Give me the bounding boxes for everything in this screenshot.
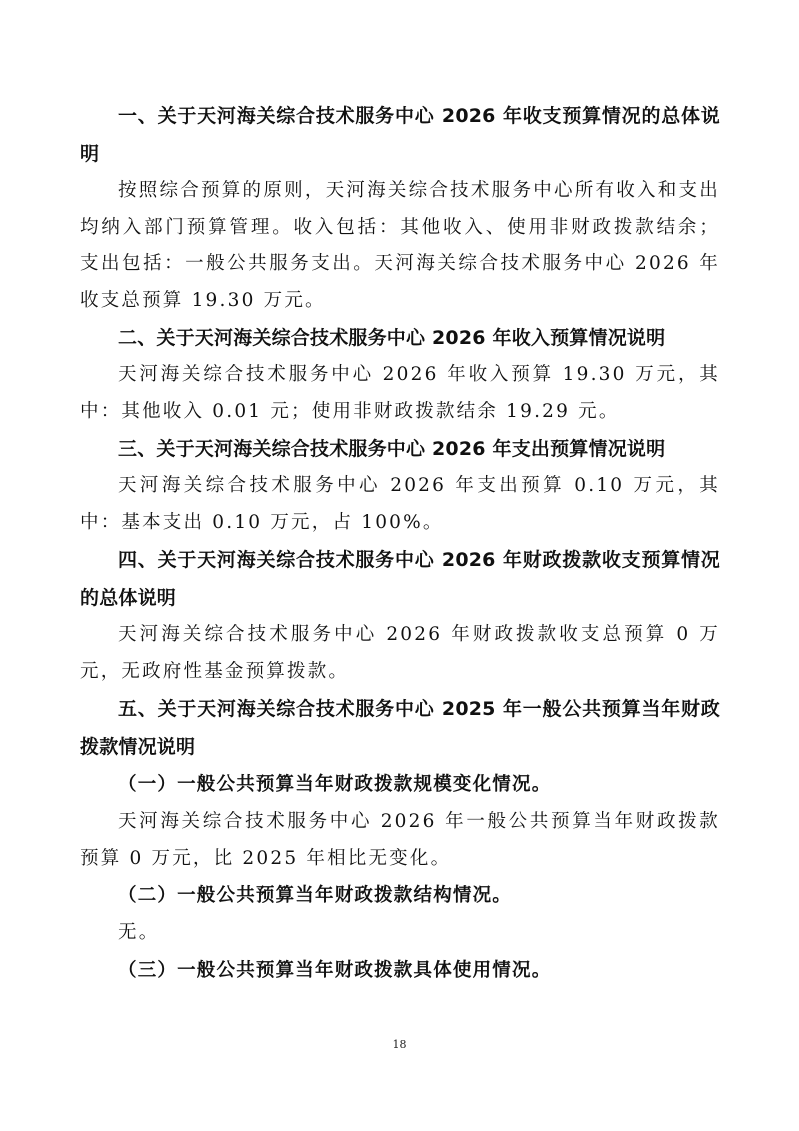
section-2-paragraph: 天河海关综合技术服务中心 2026 年收入预算 19.30 万元，其中：其他收入 0.01 元；使用非财政拨款结余 19.29 元。	[80, 364, 720, 422]
section-5-sub-1-paragraph: 天河海关综合技术服务中心 2026 年一般公共预算当年财政拨款预算 0 万元，比 2025 年相比无变化。	[80, 811, 720, 869]
section-3-heading: 三、关于天河海关综合技术服务中心 2026 年支出预算情况说明	[118, 438, 666, 460]
section-1-paragraph: 按照综合预算的原则，天河海关综合技术服务中心所有收入和支出均纳入部门预算管理。收入包括：其他收入、使用非财政拨款结余；支出包括：一般公共服务支出。天河海关综合技术服务中心 2026 年收支总预算 19.30 万元。	[80, 180, 720, 311]
section-5-heading: 五、关于天河海关综合技术服务中心 2025 年一般公共预算当年财政拨款情况说明	[80, 698, 720, 758]
section-5-sub-2-paragraph: 无。	[118, 922, 160, 943]
section-4-paragraph: 天河海关综合技术服务中心 2026 年财政拨款收支总预算 0 万元，无政府性基金预算拨款。	[80, 624, 720, 682]
page-number: 18	[392, 1038, 407, 1051]
section-4-heading: 四、关于天河海关综合技术服务中心 2026 年财政拨款收支预算情况的总体说明	[80, 549, 720, 609]
section-5-subheading-3: （三）一般公共预算当年财政拨款具体使用情况。	[118, 959, 552, 981]
section-5-subheading-1: （一）一般公共预算当年财政拨款规模变化情况。	[118, 774, 552, 795]
section-2-heading: 二、关于天河海关综合技术服务中心 2026 年收入预算情况说明	[118, 327, 666, 349]
section-3-paragraph: 天河海关综合技术服务中心 2026 年支出预算 0.10 万元，其中：基本支出 0.10 万元，占 100%。	[80, 475, 720, 533]
document-body	[80, 97, 720, 990]
section-1-heading: 一、关于天河海关综合技术服务中心 2026 年收支预算情况的总体说明	[80, 105, 720, 165]
section-5-subheading-2: （二）一般公共预算当年财政拨款结构情况。	[118, 885, 513, 906]
